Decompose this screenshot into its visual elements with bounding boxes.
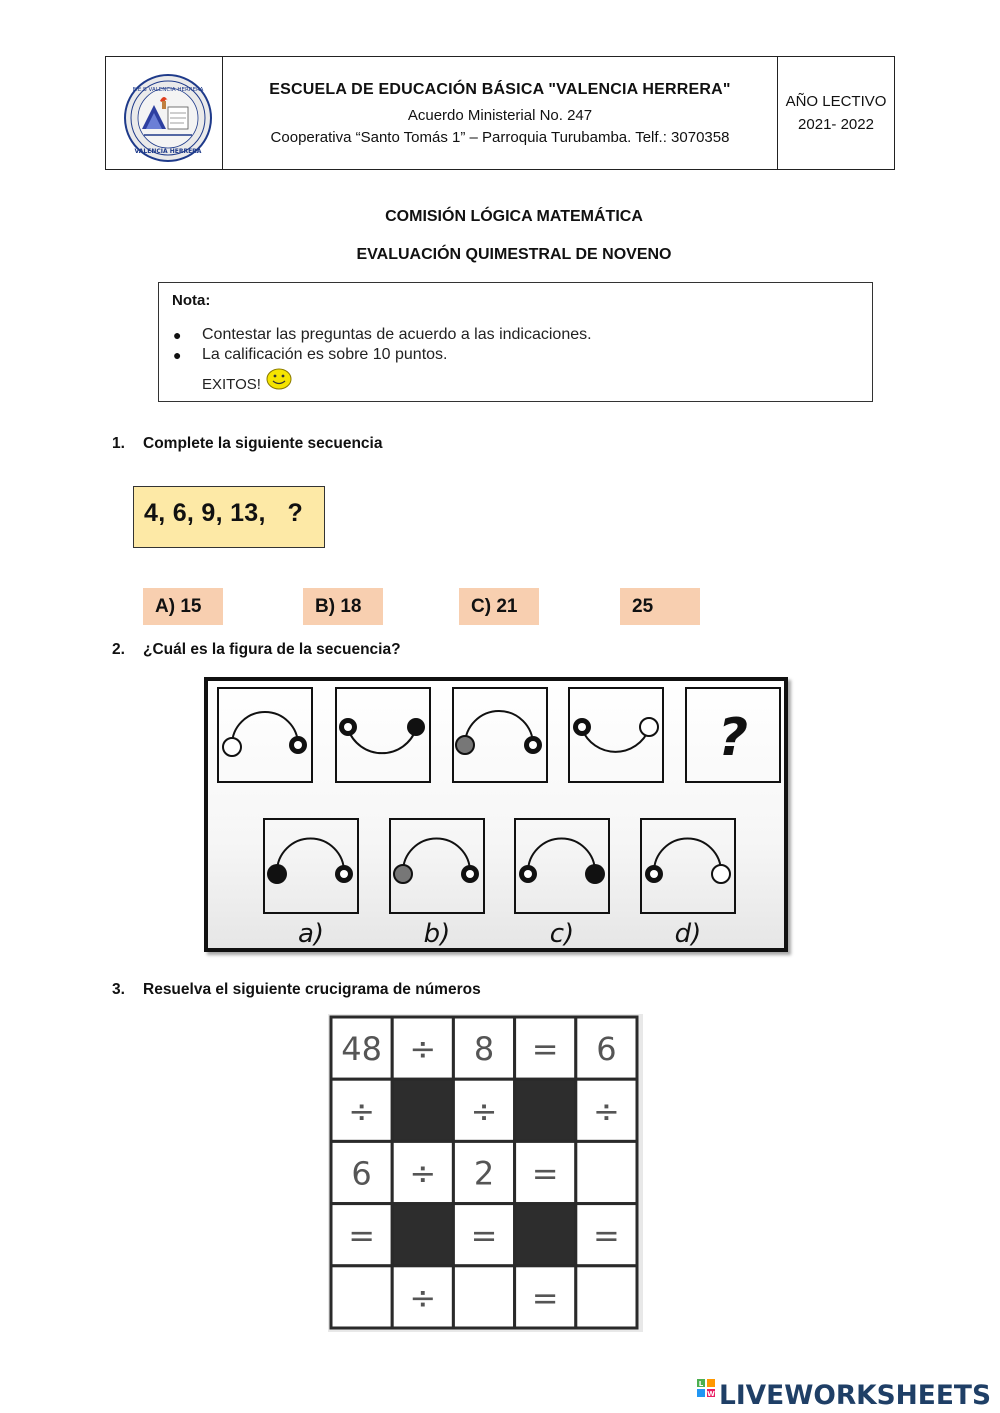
exam-title: EVALUACIÓN QUIMESTRAL DE NOVENO — [356, 246, 672, 263]
school-year-cell — [778, 57, 894, 169]
crossword-cell-value: = — [348, 1216, 376, 1255]
sequence-box — [133, 486, 325, 548]
unknown-figure-mark: ? — [717, 708, 749, 768]
crossword-cell-value: = — [531, 1278, 559, 1317]
school-info — [223, 57, 778, 169]
option-label-b: b) — [423, 919, 451, 948]
question-3-title — [112, 981, 481, 999]
question-text: Complete la siguiente secuencia — [143, 435, 383, 452]
crossword-cell-value: = — [531, 1154, 559, 1193]
note-item: Contestar las preguntas de acuerdo a las indicaciones. — [202, 326, 592, 343]
bullet: ● — [173, 327, 182, 343]
figure-sequence-drawing — [208, 681, 784, 948]
school-header — [105, 56, 895, 170]
smiley-icon — [265, 368, 295, 392]
watermark-text: LIVEWORKSHEETS — [719, 1380, 991, 1411]
note-item: La calificación es sobre 10 puntos. — [202, 346, 448, 363]
option-label-c: c) — [549, 919, 575, 948]
school-year-label: AÑO LECTIVO — [785, 93, 887, 110]
crossword-blocked-cell — [392, 1204, 453, 1266]
question-text: ¿Cuál es la figura de la secuencia? — [143, 641, 401, 658]
crossword-cell-value: 2 — [473, 1154, 495, 1193]
liveworksheets-watermark — [695, 1372, 995, 1412]
crossword-cell-value: ÷ — [409, 1154, 437, 1193]
figure-sequence — [204, 677, 788, 952]
agreement-number: Acuerdo Ministerial No. 247 — [407, 107, 593, 124]
note-box — [158, 282, 873, 402]
number-crossword — [328, 1014, 643, 1332]
crossword-cell-value: 8 — [473, 1030, 495, 1069]
question-number: 2. — [112, 641, 125, 658]
crossword-cell-value: = — [531, 1030, 559, 1069]
option-c[interactable]: C) 21 — [459, 588, 539, 625]
crossword-empty-cell[interactable] — [331, 1266, 392, 1328]
school-logo — [106, 57, 223, 171]
logo-cell — [106, 57, 223, 169]
crossword-cell-value: 6 — [596, 1030, 617, 1069]
note-title: Nota: — [172, 292, 211, 309]
option-label-a: a) — [297, 919, 325, 948]
sequence-figure-1 — [218, 688, 312, 782]
school-name: ESCUELA DE EDUCACIÓN BÁSICA "VALENCIA HERRERA" — [269, 81, 731, 98]
question-number: 1. — [112, 435, 125, 452]
option-b[interactable]: B) 18 — [303, 588, 383, 625]
crossword-blocked-cell — [515, 1204, 576, 1266]
logo-text-bottom: VALENCIA HERRERA — [134, 148, 202, 155]
crossword-cell-value: = — [470, 1216, 498, 1255]
crossword-empty-cell[interactable] — [576, 1141, 637, 1203]
option-d[interactable]: 25 — [620, 588, 700, 625]
crossword-blocked-cell — [515, 1079, 576, 1141]
crossword-blocked-cell — [392, 1079, 453, 1141]
crossword-cell-value: 48 — [341, 1030, 382, 1069]
crossword-cell-value: ÷ — [348, 1092, 376, 1131]
school-year-value: 2021- 2022 — [798, 116, 874, 133]
crossword-empty-cell[interactable] — [453, 1266, 514, 1328]
question-2-title — [112, 641, 401, 659]
logo-text-top: E.E.B VALENCIA HERRERA — [132, 87, 204, 93]
badge-letter-w: W — [707, 1390, 715, 1398]
crossword-cell-value: ÷ — [592, 1092, 620, 1131]
question-number: 3. — [112, 981, 125, 998]
school-address: Cooperativa “Santo Tomás 1” – Parroquia Turubamba. Telf.: 3070358 — [270, 129, 730, 146]
question-1-title — [112, 435, 382, 453]
crossword-cell-value: ÷ — [470, 1092, 498, 1131]
crossword-cell-value: = — [592, 1216, 620, 1255]
crossword-cell-value: ÷ — [409, 1030, 437, 1069]
bullet: ● — [173, 347, 182, 363]
question-text: Resuelva el siguiente crucigrama de números — [143, 981, 481, 998]
crossword-cell-value: ÷ — [409, 1278, 437, 1317]
option-a[interactable]: A) 15 — [143, 588, 223, 625]
badge-letter-l: L — [698, 1380, 704, 1388]
option-label-d: d) — [674, 919, 702, 948]
crossword-cell-value: 6 — [351, 1154, 372, 1193]
commission-title: COMISIÓN LÓGICA MATEMÁTICA — [385, 208, 643, 225]
sequence-text: 4, 6, 9, 13, ? — [144, 499, 304, 527]
crossword-empty-cell[interactable] — [576, 1266, 637, 1328]
note-closing: EXITOS! — [202, 376, 261, 393]
